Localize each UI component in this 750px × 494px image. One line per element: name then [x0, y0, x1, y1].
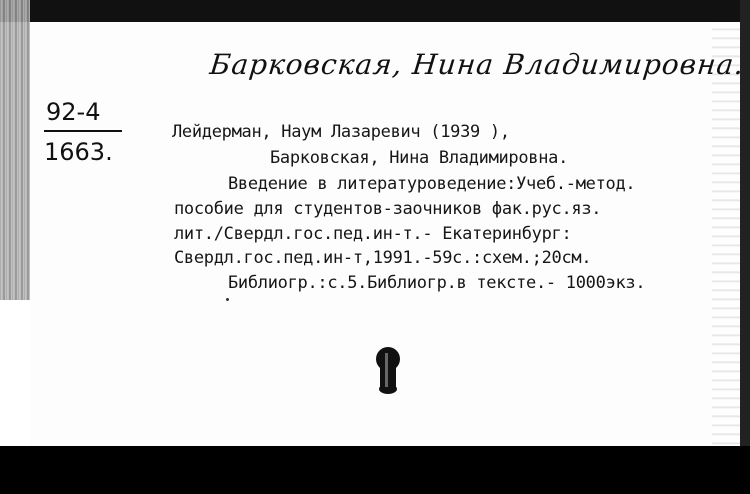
scan-border-top	[0, 0, 750, 22]
call-number-top: 92-4	[44, 100, 122, 132]
scan-corner-bottom-left	[0, 446, 30, 494]
call-number-bottom: 1663.	[44, 138, 113, 166]
hole-punch-icon	[370, 343, 406, 395]
coauthor-line: Барковская, Нина Владимировна.	[270, 148, 569, 168]
publisher-line: лит./Свердл.гос.пед.ин-т.- Екатеринбург:	[174, 224, 572, 244]
author-line: Лейдерман, Наум Лазаревич (1939 ),	[172, 122, 510, 142]
imprint-line: Свердл.гос.пед.ин-т,1991.-59с.:схем.;20см.	[174, 248, 592, 268]
title-continued-line: пособие для студентов-заочников фак.рус.яз.	[174, 199, 602, 219]
stray-mark	[226, 298, 229, 301]
handwritten-heading: Барковская, Нина Владимировна.	[208, 48, 746, 81]
call-number	[44, 100, 122, 164]
bibliography-note-line: Библиогр.:с.5.Библиогр.в тексте.- 1000экз.	[228, 273, 646, 293]
scan-edge-right	[712, 22, 740, 446]
scan-edge-left-lower	[0, 300, 30, 446]
title-line: Введение в литературоведение:Учеб.-метод.	[228, 174, 636, 194]
scan-border-bottom	[0, 446, 750, 494]
